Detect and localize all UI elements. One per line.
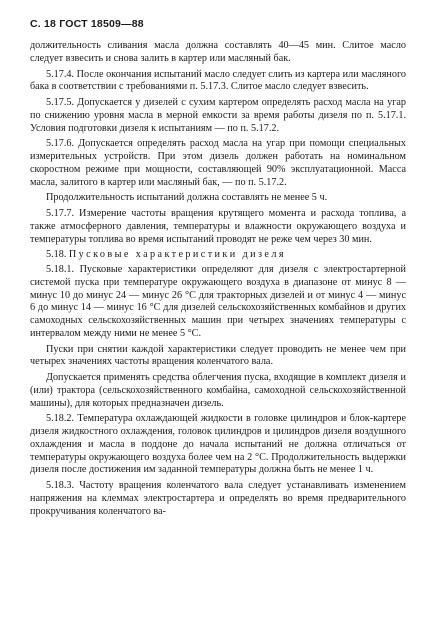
section-number: 5.18. [46, 249, 67, 261]
paragraph-5-17-4: 5.17.4. После окончания испытаний масло следует слить из картера или масляного бака в соответствии с требованиями п. 5.17.3. Слитое масло следует взвесить. [30, 68, 406, 93]
section-heading [30, 249, 406, 262]
paragraph-5-18-1: 5.18.1. Пусковые характеристики определяют для дизеля с электростартерной системой пуска при температуре окружающего воздуха в диапазоне от минус 8 — минус 10 до минус 24 — минус 26 °C для тракторных дизелей и от минус 4 — минус 6 до минус 14 — минус 16 °C для дизелей сельскохозяйственных комбайнов и других самоходных сельскохозяйственных машин при четырех значениях температуры с интервалом между ними не менее 5 °C. [30, 264, 406, 339]
paragraph-5-17-5: 5.17.5. Допускается у дизелей с сухим картером определять расход масла на угар по снижению уровня масла в мерной емкости за время работы дизеля по п. 5.17.1. Условия подготовки дизеля к испытаниям — по п. 5.17.2. [30, 97, 406, 134]
paragraph-continuation: должительность сливания масла должна составлять 40—45 мин. Слитое масло следует взвесить и снова залить в картер или масляный бак. [30, 40, 406, 64]
paragraph-5-17-6: 5.17.6. Допускается определять расход масла на угар при помощи специальных измерительных устройств. При этом дизель должен работать на номинальном скоростном режиме при мощности, составляющей 90% эксплуатационной. Масса масла, залитого в картер или масляный бак, — по п. 5.17.2. [30, 138, 406, 188]
paragraph-5-17-7: 5.17.7. Измерение частоты вращения крутящего момента и расхода топлива, а также атмосферного давления, температуры и влажности окружающего воздуха и температуры топлива во время испытаний проводят не реже чем через 30 мин. [30, 208, 406, 245]
page-number: С. 18 [30, 18, 57, 30]
paragraph-5-18-2: 5.18.2. Температура охлаждающей жидкости в головке цилиндров и блок-картере дизеля жидкостного охлаждения, головок цилиндров и цилиндров дизеля воздушного охлаждения и масла в поддоне до начала испытаний не должна отличаться от температуры окружающего воздуха более чем на 2 °C. Продолжительность выдержки дизеля после достижения им заданной температуры должна быть не менее 1 ч. [30, 413, 406, 476]
paragraph-start-aids: Допускается применять средства облегчения пуска, входящие в комплект дизеля и (или) трактора (сельскохозяйственного комбайна, самоходной сельскохозяйственной машины), для которых предназначен дизель. [30, 372, 406, 409]
paragraph-5-18-3: 5.18.3. Частоту вращения коленчатого вала следует устанавливать изменением напряжения на клеммах электростартера и определять во время предварительного прокручивания коленчатого ва- [30, 480, 406, 517]
section-title: Пусковые характеристики дизеля [68, 249, 286, 261]
document-page [30, 14, 406, 521]
paragraph-duration: Продолжительность испытаний должна составлять не менее 5 ч. [46, 192, 328, 204]
document-body [30, 40, 406, 518]
paragraph-starts: Пуски при снятии каждой характеристики следует проводить не менее чем при четырех значениях частоты вращения коленчатого вала. [30, 343, 406, 368]
page-header [30, 14, 406, 34]
standard-number: ГОСТ 18509—88 [59, 18, 144, 30]
